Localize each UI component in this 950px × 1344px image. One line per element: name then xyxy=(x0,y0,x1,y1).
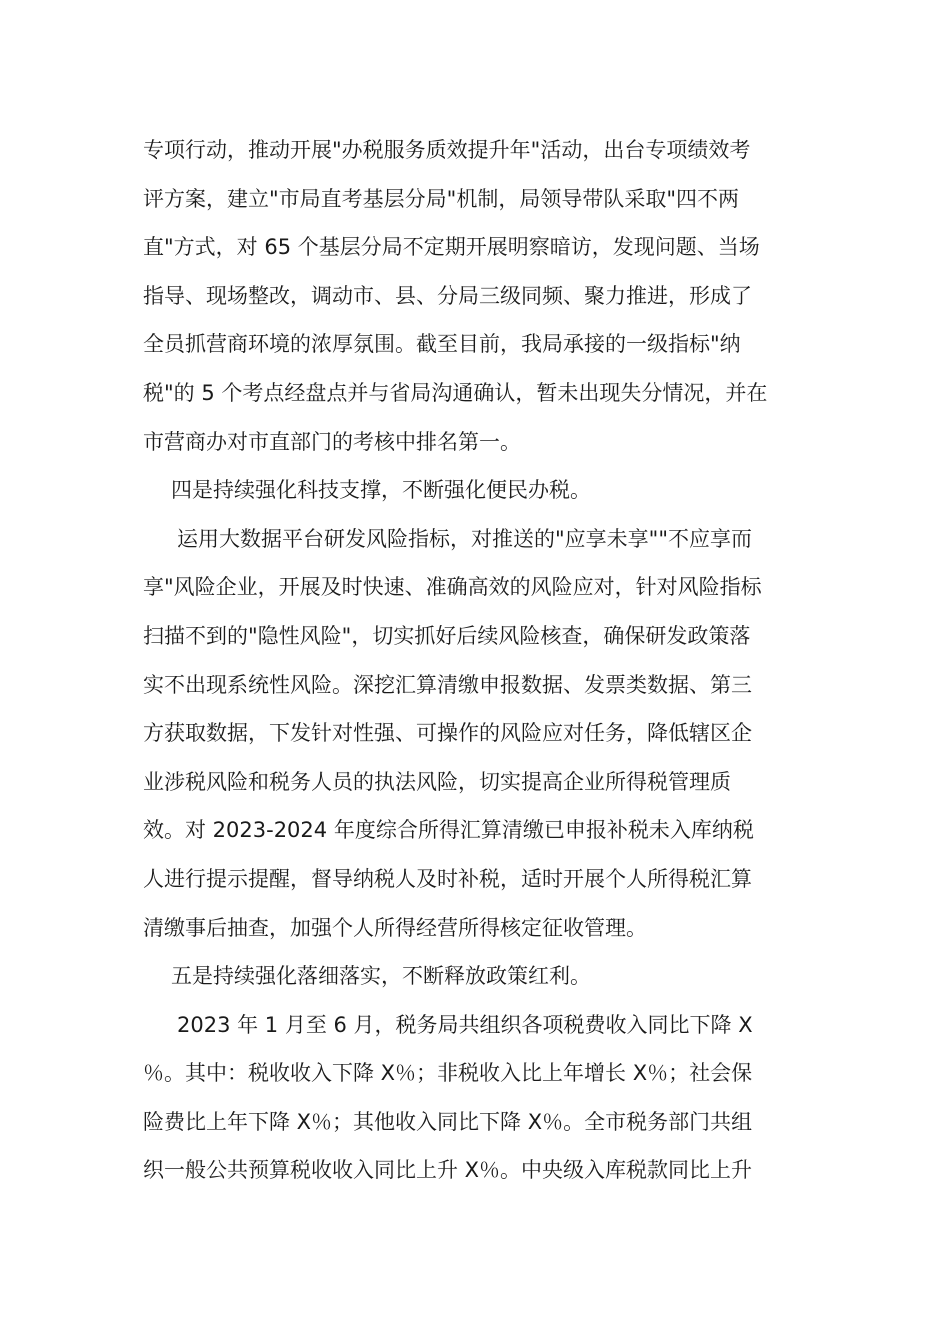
document-body xyxy=(143,126,807,1195)
text-line: 运用大数据平台研发风险指标，对推送的"应享未享""不应享而 xyxy=(177,526,752,551)
text-line: 险费比上年下降 X％；其他收入同比下降 X％。全市税务部门共组 xyxy=(143,1109,753,1134)
text-line: 指导、现场整改，调动市、县、分局三级同频、聚力推进，形成了 xyxy=(143,283,752,308)
section-heading-4 xyxy=(143,466,807,515)
text-line: 实不出现系统性风险。深挖汇算清缴申报数据、发票类数据、第三 xyxy=(143,672,752,697)
text-line: 2023 年 1 月至 6 月，税务局共组织各项税费收入同比下降 X xyxy=(177,1012,753,1037)
text-line: 清缴事后抽查，加强个人所得经营所得核定征收管理。 xyxy=(143,915,647,940)
text-line: 全员抓营商环境的浓厚氛围。截至目前，我局承接的一级指标"纳 xyxy=(143,332,741,357)
heading-text: 四是持续强化科技支撑，不断强化便民办税。 xyxy=(171,478,591,503)
heading-text: 五是持续强化落细落实，不断释放政策红利。 xyxy=(171,964,591,989)
text-line: 享"风险企业，开展及时快速、准确高效的风险应对，针对风险指标 xyxy=(143,575,762,600)
text-line: 扫描不到的"隐性风险"，切实抓好后续风险核查，确保研发政策落 xyxy=(143,623,751,648)
text-line: ％。其中：税收收入下降 X％；非税收入比上年增长 X％；社会保 xyxy=(143,1061,753,1086)
paragraph-3 xyxy=(143,1001,807,1195)
paragraph-2 xyxy=(143,515,807,952)
text-line: 业涉税风险和税务人员的执法风险，切实提高企业所得税管理质 xyxy=(143,769,731,794)
text-line: 市营商办对市直部门的考核中排名第一。 xyxy=(143,429,521,454)
text-line: 方获取数据，下发针对性强、可操作的风险应对任务，降低辖区企 xyxy=(143,721,752,746)
text-line: 直"方式，对 65 个基层分局不定期开展明察暗访，发现问题、当场 xyxy=(143,235,760,260)
text-line: 织一般公共预算税收收入同比上升 X％。中央级入库税款同比上升 xyxy=(143,1158,753,1183)
text-line: 人进行提示提醒，督导纳税人及时补税，适时开展个人所得税汇算 xyxy=(143,866,752,891)
text-line: 税"的 5 个考点经盘点并与省局沟通确认，暂未出现失分情况，并在 xyxy=(143,380,768,405)
paragraph-1 xyxy=(143,126,807,466)
text-line: 效。对 2023-2024 年度综合所得汇算清缴已申报补税未入库纳税 xyxy=(143,818,754,843)
section-heading-5 xyxy=(143,952,807,1001)
text-line: 专项行动，推动开展"办税服务质效提升年"活动，出台专项绩效考 xyxy=(143,138,751,162)
text-line: 评方案，建立"市局直考基层分局"机制，局领导带队采取"四不两 xyxy=(143,186,739,211)
